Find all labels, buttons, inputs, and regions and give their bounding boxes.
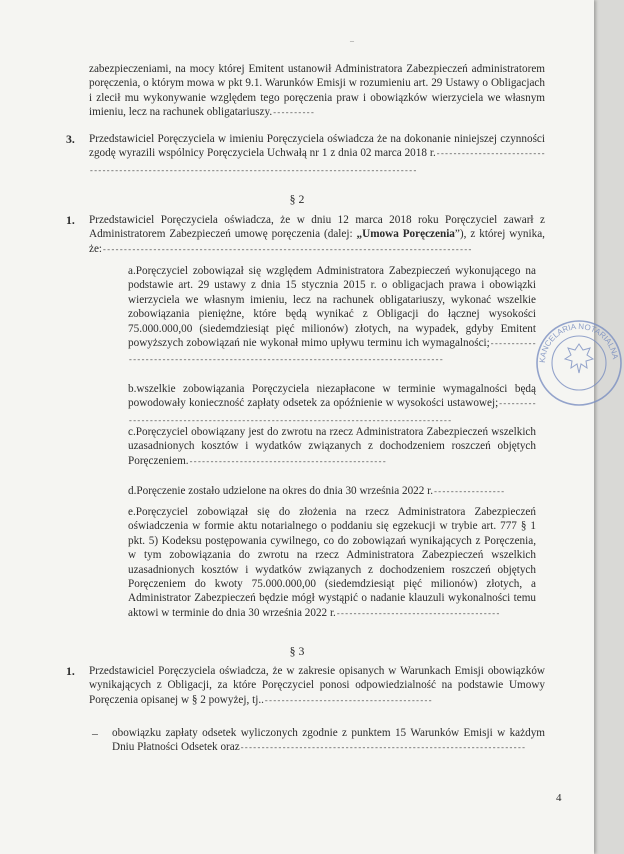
filler-dashes: ---------------------------------------------------------------------------------------- — [102, 245, 472, 255]
section-3-content: Przedstawiciel Poręczyciela oświadcza, że w zakresie opisanych w Warunkach Emisji obowiązków wynikających z Obligacji, za które Poręczyciel ponosi odpowiedzialność na podstawie Umowy Poręczenia opisanej w § 2 powyżej, tj.. — [89, 665, 545, 706]
subitem-c-text: c.Poręczyciel obowiązany jest do zwrotu na rzecz Administratora Zabezpieczeń wszelkich uzasadnionych kosztów i wydatków związanych z dochodzeniem roszczeń objętych Poręczeniem. — [128, 426, 536, 467]
subitem-a-text: a.Poręczyciel zobowiązał się względem Administratora Zabezpieczeń wykonującego na podstawie art. 29 ustawy z dnia 15 stycznia 2015 r. o obligacjach prawa i obowiązki wierzyciela we własnym imieniu, lecz na rachunek obligatariuszy, wykonać wszelkie zobowiązania pieniężne, które będą wynikać z Obligacji do łącznej wysokości 75.000.000,00 (siedemdziesiąt pięć milionów) złotych, na wypadek, gdyby Emitent powyższych zobowiązań nie wykonał mimo upływu terminu ich wymagalności; — [128, 265, 536, 350]
section-3-text — [89, 664, 545, 709]
filler-dashes: -------------------------------------------------------------------- — [239, 744, 526, 754]
filler-dashes: -------------------------------------------------------------------------------------- — [128, 400, 536, 426]
item-3-text — [89, 132, 545, 179]
page-number: 4 — [556, 792, 562, 804]
filler-dashes: -------------------------------------------------------------------------------------------------------- — [89, 150, 545, 176]
filler-dashes: ---------------------------------------- — [263, 696, 432, 706]
bullet-text: obowiązku zapłaty odsetek wyliczonych zgodnie z punktem 15 Warunków Emisji w każdym Dniu Płatności Odsetek oraz — [112, 727, 545, 754]
section-2-item-number: 1. — [66, 213, 75, 227]
filler-dashes: -------------------------------------------------------------------------------------- — [128, 340, 536, 366]
subitem-d — [128, 484, 536, 500]
defined-term: „Umowa Poręczenia — [356, 228, 455, 241]
filler-dashes: --------------------------------------- — [335, 609, 500, 619]
section-2-intro — [89, 213, 545, 258]
section-3-item-number: 1. — [66, 664, 75, 678]
subitem-e-text: e.Poręczyciel zobowiązał się do złożenia na rzecz Administratora Zabezpieczeń oświadczenia w formie aktu notarialnego o poddaniu się egzekucji w trybie art. 777 § 1 pkt. 5) Kodeksu postępowania cywilnego, co do zobowiązań wynikających z Poręczenia, w tym zobowiązania do zwrotu na rzecz Administratora Zabezpieczeń wszelkich uzasadnionych kosztów i wydatków związanych z dochodzeniem roszczeń objętych Poręczeniem do kwoty 75.000.000,00 (siedemdziesiąt pięć milionów) złotych, a Administrator Zabezpieczeń będzie mógł wystąpić o nadanie klauzuli wykonalności temu aktowi w terminie do dnia 30 września 2022 r. — [128, 506, 536, 619]
paragraph-text: zabezpieczeniami, na mocy której Emitent ustanowił Administratora Zabezpieczeń administratorem poręczenia, o którym mowa w pkt 9.1. Warunków Emisji w rozumieniu art. 29 Ustawy o Obligacjach i zlecił mu wykonywanie względem tego poręczenia praw i obowiązków wierzyciela we własnym imieniu, lecz na rachunek obligatariuszy. — [89, 63, 545, 119]
eagle-icon — [565, 344, 593, 373]
subitem-b — [128, 382, 536, 429]
subitem-c — [128, 425, 536, 470]
subitem-e — [128, 505, 536, 622]
notary-seal-stamp-icon — [534, 318, 624, 408]
item-3-number: 3. — [66, 132, 75, 146]
section-3-heading: § 3 — [289, 644, 305, 658]
filler-dashes: ----------------------------------------------- — [188, 457, 387, 467]
bullet-dash: – — [92, 726, 98, 740]
filler-dashes: ---------- — [272, 109, 315, 119]
intro-text-end: ”), z której wynika, że: — [89, 228, 545, 255]
subitem-a — [128, 264, 536, 369]
filler-dashes: ----------------- — [433, 488, 505, 497]
item-3-content: Przedstawiciel Poręczyciela w imieniu Poręczyciela oświadcza że na dokonanie niniejszej czynności zgodę wyrazili wspólnicy Poręczyciela Uchwałą nr 1 z dnia 02 marca 2018 r. — [89, 133, 545, 160]
bullet-item — [112, 726, 545, 757]
section-2-heading: § 2 — [289, 192, 305, 206]
stamp-text: KANCELARIA NOTARIALNA — [537, 321, 620, 364]
intro-text: Przedstawiciel Poręczyciela oświadcza, że w dniu 12 marca 2018 roku Poręczyciel zawarł z Administratorem Zabezpieczeń umowę poręczenia (dalej: — [89, 214, 545, 241]
paragraph-continuation — [89, 62, 545, 122]
top-mark: – — [350, 36, 354, 45]
subitem-d-text: d.Poręczenie zostało udzielone na okres do dnia 30 września 2022 r. — [128, 485, 434, 497]
subitem-b-text: b.wszelkie zobowiązania Poręczyciela niezapłacone w terminie wymagalności będą powodowały konieczność zapłaty odsetek za opóźnienie w wysokości ustawowej; — [128, 383, 536, 410]
